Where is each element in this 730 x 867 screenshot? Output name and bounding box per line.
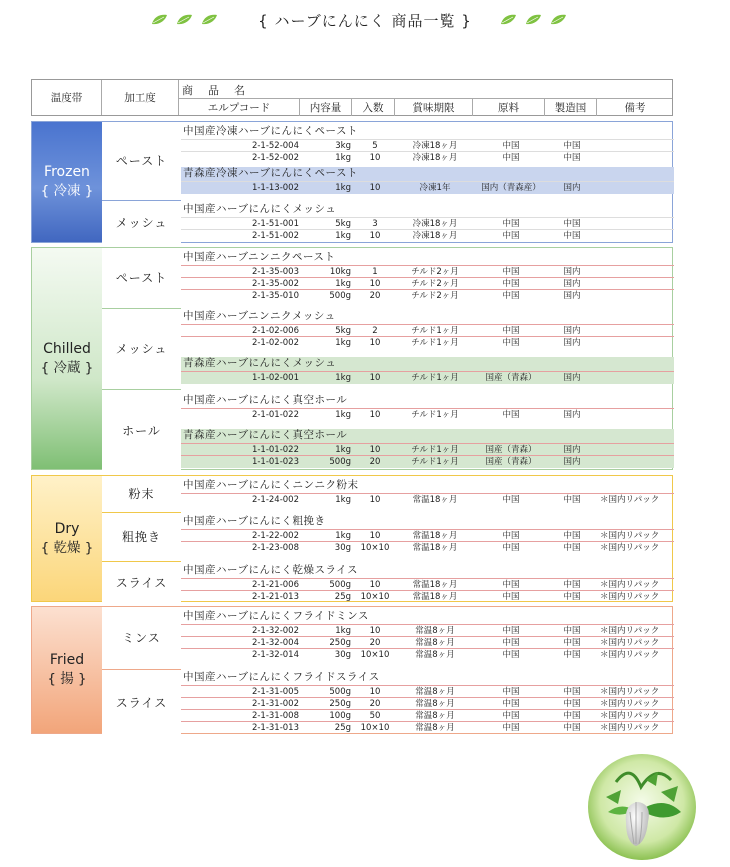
cell-notes: ＊国内リパック — [600, 699, 660, 709]
table-row — [181, 151, 674, 163]
process-label: メッシュ — [102, 308, 181, 387]
cell-volume: 25g — [334, 723, 351, 733]
cell-volume: 1kg — [335, 445, 351, 455]
table-row — [181, 181, 674, 193]
cell-expiry: 常温8ヶ月 — [415, 723, 455, 733]
table-row — [181, 217, 674, 229]
table-row — [181, 289, 674, 301]
cell-country: 中国 — [563, 650, 581, 660]
cell-material: 国産（青森） — [485, 457, 537, 467]
cell-country: 国内 — [563, 445, 581, 455]
product-name: 中国産ハーブにんにくニンニク粉末 — [183, 479, 359, 491]
cell-country: 国内 — [563, 183, 581, 193]
temp-zone-label — [32, 607, 102, 733]
cell-country: 中国 — [563, 592, 581, 602]
cell-material: 中国 — [502, 638, 520, 648]
table-row — [181, 371, 674, 383]
cell-volume: 250g — [329, 638, 351, 648]
cell-material: 国産（青森） — [485, 373, 537, 383]
product-name: 中国産ハーブニンニクペースト — [183, 251, 336, 263]
cell-volume: 1kg — [335, 495, 351, 505]
cell-code: 2-1-52-004 — [251, 141, 299, 151]
product-name: 中国産ハーブにんにく乾燥スライス — [183, 564, 359, 576]
cell-code: 2-1-01-022 — [251, 410, 299, 420]
header-col-notes: 備考 — [596, 99, 673, 116]
product-block — [181, 671, 674, 734]
leaf-icon — [550, 14, 567, 25]
cell-expiry: チルド1ヶ月 — [411, 457, 459, 467]
cell-qty: 10 — [369, 580, 381, 590]
cell-expiry: 冷凍18ヶ月 — [412, 141, 458, 151]
cell-code: 2-1-21-013 — [251, 592, 299, 602]
cell-volume: 30g — [334, 543, 351, 553]
cell-expiry: チルド1ヶ月 — [411, 410, 459, 420]
cell-expiry: 常温18ヶ月 — [412, 531, 458, 541]
cell-volume: 1kg — [335, 338, 351, 348]
cell-material: 中国 — [502, 699, 520, 709]
cell-code: 2-1-52-002 — [251, 153, 299, 163]
temp-zone-en: Frozen — [44, 164, 90, 180]
leaf-icon — [500, 14, 517, 25]
cell-qty: 2 — [372, 326, 378, 336]
process-label: 粗挽き — [102, 512, 181, 559]
cell-volume: 500g — [329, 291, 351, 301]
cell-material: 国産（青森） — [485, 445, 537, 455]
cell-volume: 100g — [329, 711, 351, 721]
cell-volume: 250g — [329, 699, 351, 709]
cell-expiry: 冷凍18ヶ月 — [412, 153, 458, 163]
table-header — [31, 79, 673, 116]
cell-code: 2-1-51-001 — [251, 219, 299, 229]
cell-volume: 1kg — [335, 626, 351, 636]
cell-country: 中国 — [563, 543, 581, 553]
cell-country: 中国 — [563, 699, 581, 709]
table-row — [181, 578, 674, 590]
process-label: ホール — [102, 389, 181, 471]
cell-material: 中国 — [502, 543, 520, 553]
cell-code: 2-1-24-002 — [251, 495, 299, 505]
cell-volume: 1kg — [335, 410, 351, 420]
cell-material: 中国 — [502, 580, 520, 590]
table-row — [181, 697, 674, 709]
table-row — [181, 324, 674, 336]
cell-qty: 10×10 — [360, 543, 390, 553]
cell-expiry: 常温18ヶ月 — [412, 592, 458, 602]
temp-zone-en: Dry — [54, 520, 80, 537]
temp-zone-label — [32, 122, 102, 242]
cell-material: 中国 — [502, 291, 520, 301]
cell-volume: 25g — [334, 592, 351, 602]
cell-country: 中国 — [563, 219, 581, 229]
cell-qty: 10 — [369, 279, 381, 289]
cell-expiry: チルド1ヶ月 — [411, 338, 459, 348]
table-row — [181, 590, 674, 602]
cell-volume: 500g — [329, 580, 351, 590]
cell-material: 中国 — [502, 231, 520, 241]
cell-code: 2-1-31-008 — [251, 711, 299, 721]
cell-country: 国内 — [563, 410, 581, 420]
cell-expiry: 常温18ヶ月 — [412, 580, 458, 590]
cell-notes: ＊国内リパック — [600, 650, 660, 660]
cell-country: 国内 — [563, 338, 581, 348]
cell-expiry: 常温8ヶ月 — [415, 638, 455, 648]
header-col-country: 製造国 — [544, 99, 596, 116]
cell-qty: 10×10 — [360, 592, 390, 602]
cell-notes: ＊国内リパック — [600, 495, 660, 505]
cell-code: 2-1-35-002 — [251, 279, 299, 289]
cell-code: 2-1-51-002 — [251, 231, 299, 241]
cell-country: 中国 — [563, 711, 581, 721]
product-name: 中国産冷凍ハーブにんにくペースト — [183, 125, 358, 137]
cell-notes: ＊国内リパック — [600, 723, 660, 733]
process-label: ペースト — [102, 248, 181, 306]
cell-country: 中国 — [563, 626, 581, 636]
cell-country: 中国 — [563, 153, 581, 163]
temp-zone-ja: { 乾燥 } — [40, 539, 94, 556]
cell-material: 中国 — [502, 219, 520, 229]
cell-material: 中国 — [502, 279, 520, 289]
page-title: { ハーブにんにく 商品一覧 } — [258, 12, 472, 30]
temp-zone-label — [32, 476, 102, 601]
cell-code: 1-1-01-022 — [251, 445, 299, 455]
cell-code: 2-1-22-002 — [251, 531, 299, 541]
cell-material: 中国 — [502, 338, 520, 348]
cell-material: 中国 — [502, 650, 520, 660]
product-block — [181, 251, 674, 302]
product-block — [181, 125, 674, 164]
cell-code: 2-1-31-013 — [251, 723, 299, 733]
cell-qty: 50 — [369, 711, 381, 721]
product-block — [181, 564, 674, 603]
cell-notes: ＊国内リパック — [600, 626, 660, 636]
section-dry — [31, 475, 673, 602]
cell-country: 中国 — [563, 723, 581, 733]
product-name: 中国産ハーブにんにく真空ホール — [183, 394, 348, 406]
cell-country: 中国 — [563, 141, 581, 151]
cell-qty: 10 — [369, 373, 381, 383]
product-block — [181, 203, 674, 242]
product-block — [181, 310, 674, 349]
title-bar — [0, 8, 730, 34]
cell-qty: 10×10 — [360, 650, 390, 660]
process-label: メッシュ — [102, 200, 181, 244]
cell-expiry: 常温8ヶ月 — [415, 650, 455, 660]
cell-volume: 1kg — [335, 373, 351, 383]
temp-zone-en: Chilled — [43, 340, 91, 357]
header-col-qty: 入数 — [351, 99, 394, 116]
cell-material: 中国 — [502, 531, 520, 541]
table-row — [181, 336, 674, 348]
product-name: 中国産ハーブニンニクメッシュ — [183, 310, 336, 322]
cell-qty: 10 — [369, 231, 381, 241]
cell-country: 国内 — [563, 326, 581, 336]
product-name: 中国産ハーブにんにくフライドミンス — [183, 610, 369, 622]
table-row — [181, 139, 674, 151]
cell-country: 中国 — [563, 495, 581, 505]
cell-volume: 1kg — [335, 531, 351, 541]
cell-code: 1-1-02-001 — [251, 373, 299, 383]
cell-qty: 20 — [369, 699, 381, 709]
cell-code: 2-1-35-010 — [251, 291, 299, 301]
cell-country: 中国 — [563, 531, 581, 541]
product-block — [181, 357, 674, 384]
cell-material: 中国 — [502, 267, 520, 277]
cell-notes: ＊国内リパック — [600, 638, 660, 648]
cell-country: 国内 — [563, 279, 581, 289]
header-columns — [179, 98, 672, 116]
process-label: ミンス — [102, 607, 181, 667]
cell-notes: ＊国内リパック — [600, 543, 660, 553]
cell-material: 中国 — [502, 326, 520, 336]
temp-zone-en: Fried — [49, 652, 85, 668]
process-label: ペースト — [102, 122, 181, 198]
cell-material: 中国 — [502, 626, 520, 636]
cell-expiry: 常温18ヶ月 — [412, 495, 458, 505]
process-label: 粉末 — [102, 476, 181, 510]
header-col-volume: 内容量 — [299, 99, 351, 116]
cell-code: 1-1-13-002 — [251, 183, 299, 193]
cell-code: 1-1-01-023 — [251, 457, 299, 467]
cell-material: 国内（青森産） — [481, 183, 541, 193]
cell-notes: ＊国内リパック — [600, 592, 660, 602]
product-name: 中国産ハーブにんにく粗挽き — [183, 515, 326, 527]
cell-volume: 5kg — [335, 219, 351, 229]
table-row — [181, 277, 674, 289]
process-label: スライス — [102, 669, 181, 735]
cell-qty: 10 — [369, 687, 381, 697]
cell-country: 国内 — [563, 267, 581, 277]
header-col-code: エルプコード — [207, 102, 271, 114]
cell-volume: 1kg — [335, 231, 351, 241]
table-row — [181, 541, 674, 553]
cell-code: 2-1-31-005 — [251, 687, 299, 697]
cell-expiry: 冷凍18ヶ月 — [412, 219, 458, 229]
header-col-expiry: 賞味期限 — [394, 99, 472, 116]
product-block — [181, 610, 674, 661]
cell-notes: ＊国内リパック — [600, 687, 660, 697]
cell-code: 2-1-02-002 — [251, 338, 299, 348]
table-row — [181, 636, 674, 648]
cell-country: 中国 — [563, 638, 581, 648]
section-fried — [31, 606, 673, 734]
temp-zone-ja: { 揚 } — [47, 671, 87, 687]
cell-volume: 1kg — [335, 279, 351, 289]
cell-expiry: 常温8ヶ月 — [415, 711, 455, 721]
cell-material: 中国 — [502, 723, 520, 733]
cell-qty: 10 — [369, 410, 381, 420]
cell-volume: 5kg — [335, 326, 351, 336]
cell-expiry: 冷凍18ヶ月 — [412, 231, 458, 241]
cell-material: 中国 — [502, 495, 520, 505]
cell-material: 中国 — [502, 711, 520, 721]
cell-notes: ＊国内リパック — [600, 580, 660, 590]
product-name: 青森産ハーブにんにくメッシュ — [183, 357, 337, 369]
section-chilled — [31, 247, 673, 470]
table-row — [181, 648, 674, 660]
table-row — [181, 408, 674, 420]
cell-material: 中国 — [502, 687, 520, 697]
cell-code: 2-1-02-006 — [251, 326, 299, 336]
header-product-name: 商 品 名 — [182, 84, 247, 97]
cell-country: 中国 — [563, 687, 581, 697]
table-row — [181, 685, 674, 697]
cell-code: 2-1-32-002 — [251, 626, 299, 636]
header-temp-zone: 温度帯 — [32, 80, 102, 115]
cell-expiry: チルド1ヶ月 — [411, 445, 459, 455]
cell-qty: 20 — [369, 291, 381, 301]
header-process: 加工度 — [102, 80, 179, 115]
temp-zone-ja: { 冷蔵 } — [40, 359, 94, 376]
product-block — [181, 515, 674, 554]
cell-notes: ＊国内リパック — [600, 531, 660, 541]
cell-qty: 10 — [369, 531, 381, 541]
cell-material: 中国 — [502, 410, 520, 420]
cell-qty: 3 — [372, 219, 378, 229]
cell-qty: 10 — [369, 445, 381, 455]
cell-qty: 5 — [372, 141, 378, 151]
cell-expiry: チルド2ヶ月 — [411, 291, 459, 301]
product-name: 中国産ハーブにんにくフライドスライス — [183, 671, 380, 683]
product-block — [181, 394, 674, 421]
product-name: 青森産冷凍ハーブにんにくペースト — [183, 167, 358, 179]
cell-country: 国内 — [563, 457, 581, 467]
table-row — [181, 624, 674, 636]
cell-qty: 10 — [369, 626, 381, 636]
product-name: 青森産ハーブにんにく真空ホール — [183, 429, 348, 441]
header-col-material: 原料 — [472, 99, 544, 116]
cell-volume: 500g — [329, 687, 351, 697]
cell-material: 中国 — [502, 153, 520, 163]
cell-code: 2-1-35-003 — [251, 267, 299, 277]
cell-notes: ＊国内リパック — [600, 711, 660, 721]
table-row — [181, 265, 674, 277]
cell-expiry: 常温18ヶ月 — [412, 543, 458, 553]
cell-qty: 10 — [369, 183, 381, 193]
table-row — [181, 493, 674, 505]
cell-expiry: 常温8ヶ月 — [415, 699, 455, 709]
cell-code: 2-1-23-008 — [251, 543, 299, 553]
cell-qty: 10 — [369, 495, 381, 505]
cell-qty: 20 — [369, 457, 381, 467]
table-row — [181, 721, 674, 733]
table-row — [181, 229, 674, 241]
product-name: 中国産ハーブにんにくメッシュ — [183, 203, 337, 215]
cell-qty: 10 — [369, 153, 381, 163]
cell-country: 国内 — [563, 373, 581, 383]
temp-zone-ja: { 冷凍 } — [40, 183, 94, 199]
cell-code: 2-1-32-004 — [251, 638, 299, 648]
product-block — [181, 479, 674, 506]
cell-expiry: チルド2ヶ月 — [411, 279, 459, 289]
leaf-icon — [525, 14, 542, 25]
cell-country: 中国 — [563, 580, 581, 590]
cell-expiry: 常温8ヶ月 — [415, 626, 455, 636]
cell-country: 中国 — [563, 231, 581, 241]
cell-volume: 30g — [334, 650, 351, 660]
table-row — [181, 529, 674, 541]
cell-expiry: チルド1ヶ月 — [411, 373, 459, 383]
cell-code: 2-1-32-014 — [251, 650, 299, 660]
cell-volume: 3kg — [335, 141, 351, 151]
cell-expiry: チルド1ヶ月 — [411, 326, 459, 336]
cell-volume: 500g — [329, 457, 351, 467]
cell-qty: 10 — [369, 338, 381, 348]
product-block — [181, 429, 674, 468]
cell-qty: 1 — [372, 267, 378, 277]
cell-volume: 1kg — [335, 183, 351, 193]
table-row — [181, 709, 674, 721]
garlic-herb-illustration — [586, 752, 698, 862]
table-row — [181, 455, 674, 467]
cell-volume: 10kg — [329, 267, 351, 277]
cell-expiry: チルド2ヶ月 — [411, 267, 459, 277]
cell-expiry: 常温8ヶ月 — [415, 687, 455, 697]
section-frozen — [31, 121, 673, 243]
process-label: スライス — [102, 561, 181, 603]
cell-qty: 20 — [369, 638, 381, 648]
cell-material: 中国 — [502, 592, 520, 602]
temp-zone-label — [32, 248, 102, 469]
cell-volume: 1kg — [335, 153, 351, 163]
cell-expiry: 冷凍1年 — [419, 183, 451, 193]
product-block — [181, 167, 674, 194]
cell-code: 2-1-21-006 — [251, 580, 299, 590]
cell-country: 国内 — [563, 291, 581, 301]
cell-qty: 10×10 — [360, 723, 390, 733]
table-row — [181, 443, 674, 455]
cell-material: 中国 — [502, 141, 520, 151]
cell-code: 2-1-31-002 — [251, 699, 299, 709]
